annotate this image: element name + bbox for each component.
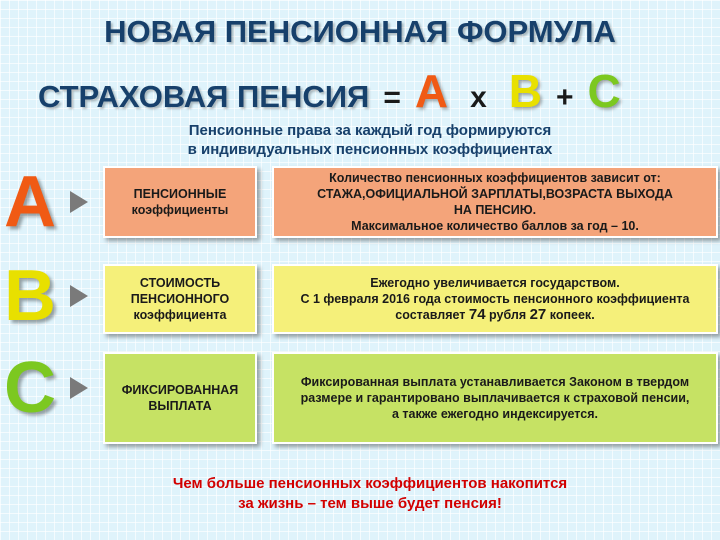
arrow-right-icon	[70, 377, 88, 399]
term-text: ПЕНСИОННОГО	[130, 292, 230, 306]
footer-line: за жизнь – тем выше будет пенсия!	[238, 495, 502, 512]
desc-text: Количество пенсионных коэффициентов зависит от:	[329, 171, 661, 185]
desc-text: составляет	[395, 308, 469, 322]
term-text: коэффициента	[133, 308, 227, 322]
subtitle-line: в индивидуальных пенсионных коэффициентах	[187, 141, 553, 158]
desc-text: Ежегодно увеличивается государством.	[370, 276, 620, 290]
formula-letter-b: В	[508, 65, 542, 117]
formula-label: СТРАХОВАЯ ПЕНСИЯ	[38, 79, 370, 114]
desc-text: НА ПЕНСИЮ.	[453, 203, 537, 217]
term-text: коэффициенты	[131, 203, 229, 217]
formula-letter-c: С	[587, 65, 621, 117]
page-title: НОВАЯ ПЕНСИОННАЯ ФОРМУЛА	[104, 14, 616, 49]
desc-box-c	[272, 352, 718, 444]
desc-text: рубля	[485, 308, 530, 322]
term-box-a	[103, 166, 257, 238]
desc-text	[301, 307, 690, 323]
desc-text: а также ежегодно индексируется.	[391, 407, 598, 421]
arrow-right-icon	[70, 191, 88, 213]
rub-value: 74	[468, 306, 486, 323]
row-letter-b: В	[4, 256, 56, 336]
term-box-c	[103, 352, 257, 444]
desc-text: копеек.	[546, 308, 595, 322]
multiply-sign: х	[470, 81, 487, 114]
desc-text: Максимальное количество баллов за год – 10.	[351, 219, 639, 233]
subtitle	[120, 121, 620, 159]
desc-box-b	[272, 264, 718, 334]
arrow-right-icon	[70, 285, 88, 307]
desc-box-a	[272, 166, 718, 238]
term-box-b	[103, 264, 257, 334]
desc-text: Фиксированная выплата устанавливается Законом в твердом	[300, 375, 690, 389]
desc-text: размере и гарантировано выплачивается к страховой пенсии,	[300, 391, 690, 405]
term-text: ПЕНСИОННЫЕ	[133, 187, 227, 201]
term-text: СТОИМОСТЬ	[139, 276, 221, 290]
desc-text: С 1 февраля 2016 года стоимость пенсионного коэффициента	[300, 292, 690, 306]
footer-line: Чем больше пенсионных коэффициентов накопится	[172, 475, 568, 492]
term-text: ФИКСИРОВАННАЯ	[121, 383, 239, 397]
plus-sign: +	[556, 81, 574, 114]
footer-message	[100, 474, 640, 514]
row-letter-a: А	[4, 162, 56, 242]
desc-text: СТАЖА,ОФИЦИАЛЬНОЙ ЗАРПЛАТЫ,ВОЗРАСТА ВЫХОДА	[317, 187, 673, 201]
term-text: ВЫПЛАТА	[148, 399, 212, 413]
kop-value: 27	[529, 306, 547, 323]
formula-letter-a: А	[414, 65, 449, 117]
subtitle-line: Пенсионные права за каждый год формируются	[188, 122, 552, 139]
pension-formula	[38, 64, 621, 117]
equals-sign: =	[383, 81, 401, 114]
row-letter-c: С	[4, 348, 56, 428]
